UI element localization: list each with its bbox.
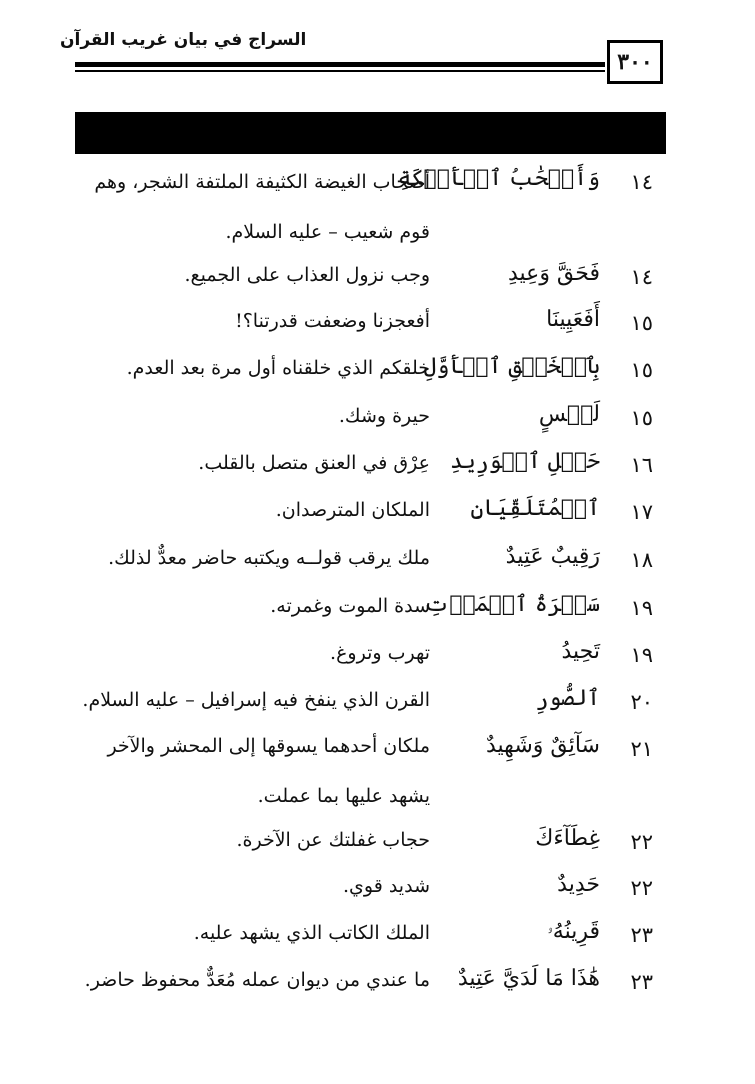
word-meaning: أفعجزنا وضعفت قدرتنا؟! [235, 310, 430, 332]
quran-word: سَآئِقٌ وَشَهِيدٌ [486, 733, 600, 758]
quran-word: أَفَعَيِينَا [546, 307, 600, 332]
quran-word: لَبۡسٍ [538, 402, 600, 427]
verse-number: ٢٣ [630, 970, 653, 994]
quran-word: حَبۡلِ ٱلۡوَرِيدِ [449, 449, 600, 474]
page-number: ٣٠٠ [617, 49, 653, 75]
quran-word: قَرِينُهُۥ [547, 919, 600, 944]
quran-word: رَقِيبٌ عَتِيدٌ [505, 544, 600, 569]
word-meaning: ما عندي من ديوان عمله مُعَدٌّ محفوظ حاضر. [84, 969, 430, 991]
quran-word: ٱلۡمُتَلَقِّيَانِ [470, 496, 600, 521]
quran-word: تَحِيدُ [561, 639, 600, 664]
verse-number: ٢١ [630, 737, 653, 761]
word-meaning: عِرْق في العنق متصل بالقلب. [198, 452, 430, 474]
word-meaning: تهرب وتروغ. [330, 642, 430, 664]
word-meaning: شديد قوي. [342, 875, 430, 897]
word-meaning: الملكان المترصدان. [275, 499, 430, 521]
word-meaning: أصحاب الغيضة الكثيفة الملتفة الشجر، وهم قوم شعيب – عليه السلام. [94, 171, 430, 243]
quran-word: فَحَقَّ وَعِيدِ [508, 261, 600, 286]
word-meaning: سدة الموت وغمرته. [270, 595, 430, 617]
quran-word: ٱلصُّورِ [535, 686, 600, 711]
quran-word: حَدِيدٌ [557, 872, 600, 897]
word-meaning: ملك يرقب قولــه ويكتبه حاضر معدٌّ لذلك. [108, 547, 430, 569]
verse-number: ١٥ [630, 358, 653, 382]
word-meaning: ملكان أحدهما يسوقها إلى المحشر والآخر يشهد عليها بما عملت. [107, 735, 430, 807]
word-meaning: القرن الذي ينفخ فيه إسرافيل – عليه السلام. [82, 689, 430, 711]
verse-number: ٢٢ [630, 830, 653, 854]
quran-word: غِطَآءَكَ [535, 826, 600, 851]
word-meaning: خلقكم الذي خلقناه أول مرة بعد العدم. [126, 357, 430, 379]
verse-number: ١٨ [630, 548, 653, 572]
word-meaning: حجاب غفلتك عن الآخرة. [236, 829, 430, 851]
verse-number: ١٤ [630, 265, 653, 289]
verse-number: ١٧ [630, 500, 653, 524]
word-meaning: الملك الكاتب الذي يشهد عليه. [193, 922, 430, 944]
word-meaning: حيرة وشك. [338, 405, 430, 427]
verse-number: ١٤ [630, 170, 653, 194]
word-meaning: وجب نزول العذاب على الجميع. [184, 264, 430, 286]
quran-word: بِٱلۡخَلۡقِ ٱلۡأَوَّلِ [423, 354, 600, 379]
verse-number: ١٦ [630, 453, 653, 477]
verse-number: ١٩ [630, 596, 653, 620]
verse-number: ١٥ [630, 311, 653, 335]
quran-word: وَأَصۡحَٰبُ ٱلۡأَيۡكَةِ [397, 166, 600, 191]
verse-number: ٢٣ [630, 923, 653, 947]
quran-word: سَكۡرَةُ ٱلۡمَوۡتِ [423, 592, 600, 617]
verse-number: ٢٠ [630, 690, 653, 714]
verse-number: ١٩ [630, 643, 653, 667]
verse-number: ٢٢ [630, 876, 653, 900]
running-header-title: السراج في بيان غريب القرآن [60, 30, 307, 50]
quran-word: هَٰذَا مَا لَدَيَّ عَتِيدٌ [457, 966, 600, 991]
verse-number: ١٥ [630, 406, 653, 430]
